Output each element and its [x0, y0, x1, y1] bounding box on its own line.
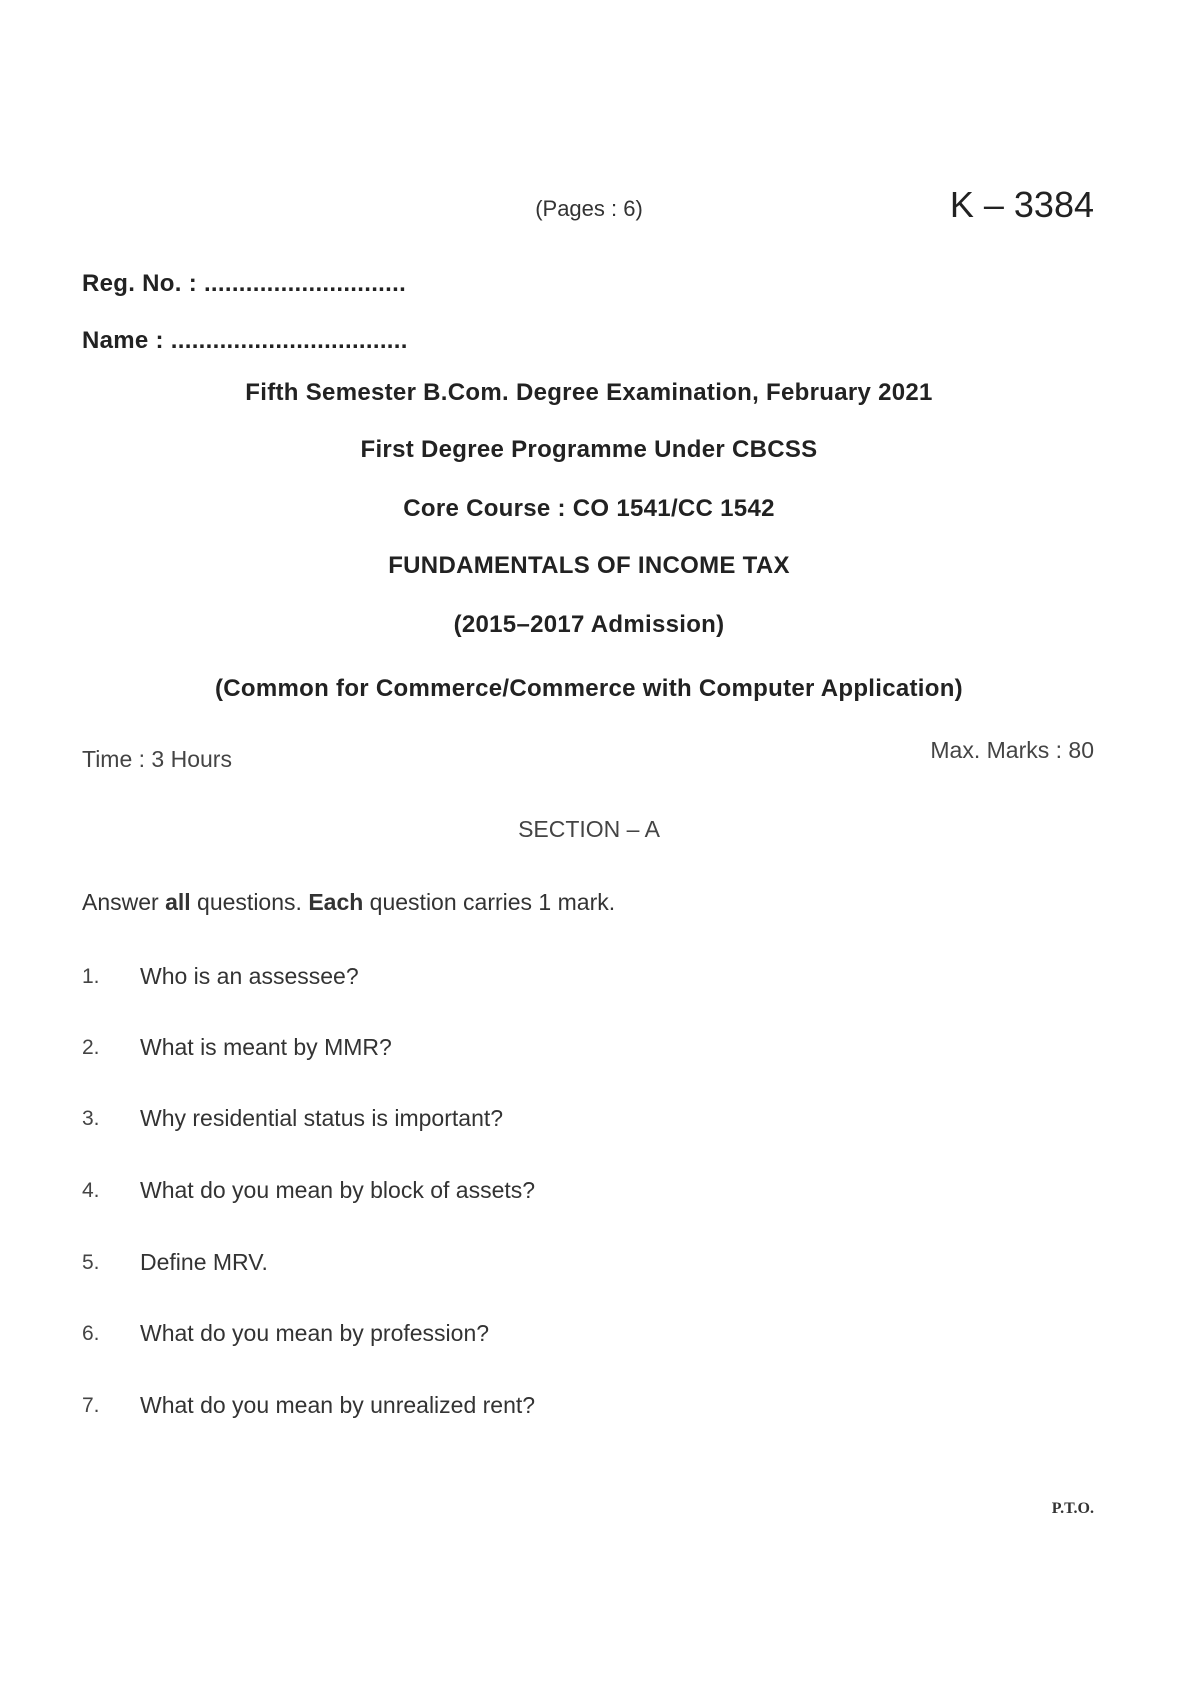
question-number: 2.: [82, 1036, 100, 1059]
question-text: Who is an assessee?: [140, 963, 359, 989]
question-text: What do you mean by block of assets?: [140, 1177, 536, 1203]
question-number: 1.: [82, 965, 100, 988]
admission: (2015–2017 Admission): [453, 611, 725, 638]
instr-text: Answer: [82, 889, 166, 915]
question-number: 5.: [82, 1251, 100, 1274]
name-field: Name : ..................................: [82, 327, 408, 354]
paper-code: K – 3384: [949, 184, 1094, 225]
question-number: 7.: [82, 1394, 100, 1417]
question-number: 3.: [82, 1107, 100, 1130]
section-heading: SECTION – A: [518, 816, 660, 842]
question-text: Why residential status is important?: [140, 1105, 504, 1131]
programme: First Degree Programme Under CBCSS: [360, 436, 818, 463]
question-text: What do you mean by profession?: [140, 1320, 490, 1346]
course-code: Core Course : CO 1541/CC 1542: [403, 495, 775, 522]
question-text: What is meant by MMR?: [140, 1034, 392, 1060]
reg-no-field: Reg. No. : .............................: [82, 270, 407, 297]
instructions: [82, 889, 615, 916]
exam-title: Fifth Semester B.Com. Degree Examination, February 2021: [245, 379, 933, 406]
page-count: (Pages : 6): [535, 196, 643, 221]
question-number: 6.: [82, 1322, 100, 1345]
question-text: Define MRV.: [140, 1249, 268, 1275]
pto-note: P.T.O.: [1051, 1500, 1094, 1517]
course-title: FUNDAMENTALS OF INCOME TAX: [388, 552, 790, 579]
instr-text: questions.: [190, 889, 309, 915]
instr-emph: Each: [308, 889, 364, 915]
common-for: (Common for Commerce/Commerce with Computer Application): [215, 675, 963, 702]
instr-emph: all: [165, 889, 191, 915]
max-marks: Max. Marks : 80: [930, 737, 1094, 763]
question-number: 4.: [82, 1179, 100, 1202]
question-text: What do you mean by unrealized rent?: [140, 1392, 536, 1418]
time-limit: Time : 3 Hours: [82, 746, 232, 772]
instr-text: question carries 1 mark.: [363, 889, 616, 915]
